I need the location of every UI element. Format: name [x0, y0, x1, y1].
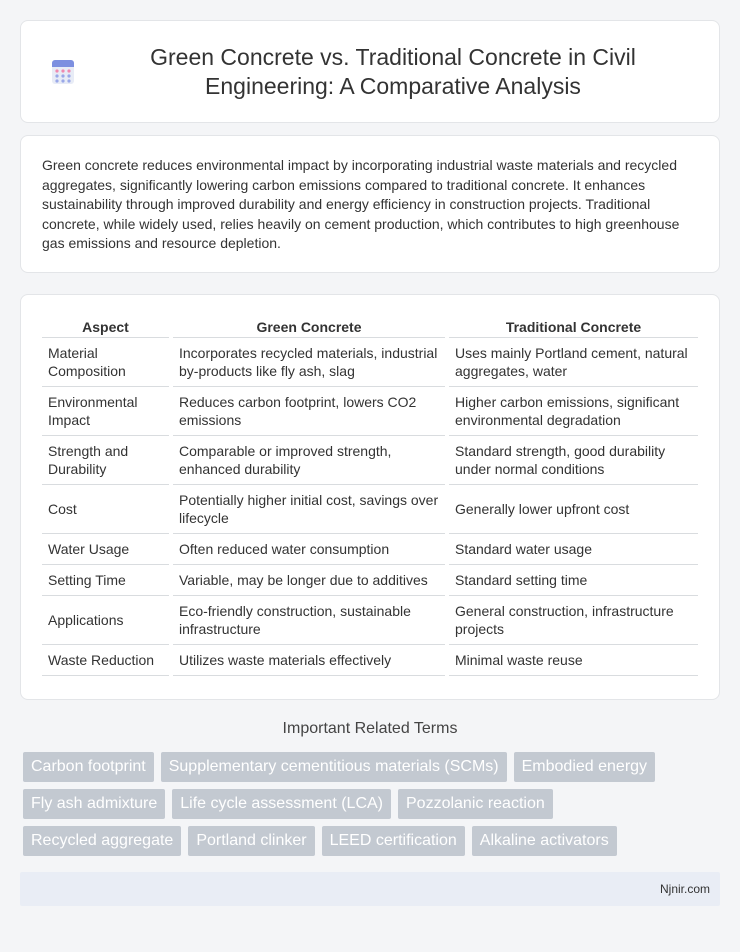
related-term-tag[interactable]: Alkaline activators: [472, 826, 617, 856]
related-term-tag[interactable]: Embodied energy: [514, 752, 655, 782]
table-row: [42, 338, 698, 387]
aspect-cell: Water Usage: [42, 534, 169, 565]
title-wrap: [51, 43, 689, 101]
table-row: [42, 645, 698, 676]
traditional-cell: Standard water usage: [449, 534, 698, 565]
green-cell: Variable, may be longer due to additives: [173, 565, 445, 596]
aspect-cell: Applications: [42, 596, 169, 645]
comparison-table: [38, 313, 702, 676]
traditional-cell: Uses mainly Portland cement, natural aggregates, water: [449, 338, 698, 387]
aspect-cell: Setting Time: [42, 565, 169, 596]
table-row: [42, 485, 698, 534]
header-aspect: Aspect: [42, 313, 169, 338]
related-term-tag[interactable]: Recycled aggregate: [23, 826, 181, 856]
comparison-table-card: [20, 294, 720, 700]
table-row: [42, 436, 698, 485]
related-term-tag[interactable]: Life cycle assessment (LCA): [172, 789, 391, 819]
green-cell: Potentially higher initial cost, savings over lifecycle: [173, 485, 445, 534]
related-terms-heading: Important Related Terms: [282, 720, 458, 737]
header-green-concrete: Green Concrete: [173, 313, 445, 338]
green-cell: Utilizes waste materials effectively: [173, 645, 445, 676]
related-term-tag[interactable]: Pozzolanic reaction: [398, 789, 553, 819]
traditional-cell: General construction, infrastructure projects: [449, 596, 698, 645]
calculator-icon: [51, 59, 75, 85]
aspect-cell: Environmental Impact: [42, 387, 169, 436]
aspect-cell: Cost: [42, 485, 169, 534]
page-title: Green Concrete vs. Traditional Concrete in Civil Engineering: A Comparative Analysis: [150, 43, 636, 99]
footer: [20, 872, 720, 906]
green-cell: Often reduced water consumption: [173, 534, 445, 565]
table-row: [42, 565, 698, 596]
related-term-tag[interactable]: Carbon footprint: [23, 752, 154, 782]
table-row: [42, 387, 698, 436]
traditional-cell: Standard strength, good durability under normal conditions: [449, 436, 698, 485]
footer-site-link[interactable]: Njnir.com: [659, 882, 710, 896]
summary-text: Green concrete reduces environmental impact by incorporating industrial waste materials and recycled aggregates, significantly lowering carbon emissions compared to traditional concrete. It enhances sustainability through improved durability and energy efficiency in construction projects. Traditional concrete, while widely used, relies heavily on cement production, which contributes to high greenhouse gas emissions and resource depletion.: [42, 157, 680, 251]
green-cell: Reduces carbon footprint, lowers CO2 emissions: [173, 387, 445, 436]
related-term-tag[interactable]: LEED certification: [322, 826, 465, 856]
related-term-tag[interactable]: Fly ash admixture: [23, 789, 165, 819]
related-terms-list: [0, 752, 740, 863]
green-cell: Eco-friendly construction, sustainable infrastructure: [173, 596, 445, 645]
related-term-tag[interactable]: Supplementary cementitious materials (SCMs): [161, 752, 507, 782]
aspect-cell: Waste Reduction: [42, 645, 169, 676]
header-traditional-concrete: Traditional Concrete: [449, 313, 698, 338]
table-header-row: [42, 313, 698, 338]
summary-card: [20, 135, 720, 273]
traditional-cell: Standard setting time: [449, 565, 698, 596]
green-cell: Incorporates recycled materials, industrial by-products like fly ash, slag: [173, 338, 445, 387]
green-cell: Comparable or improved strength, enhanced durability: [173, 436, 445, 485]
traditional-cell: Minimal waste reuse: [449, 645, 698, 676]
aspect-cell: Strength and Durability: [42, 436, 169, 485]
title-card: [20, 20, 720, 123]
aspect-cell: Material Composition: [42, 338, 169, 387]
traditional-cell: Higher carbon emissions, significant environmental degradation: [449, 387, 698, 436]
related-term-tag[interactable]: Portland clinker: [188, 826, 314, 856]
table-row: [42, 534, 698, 565]
traditional-cell: Generally lower upfront cost: [449, 485, 698, 534]
table-row: [42, 596, 698, 645]
